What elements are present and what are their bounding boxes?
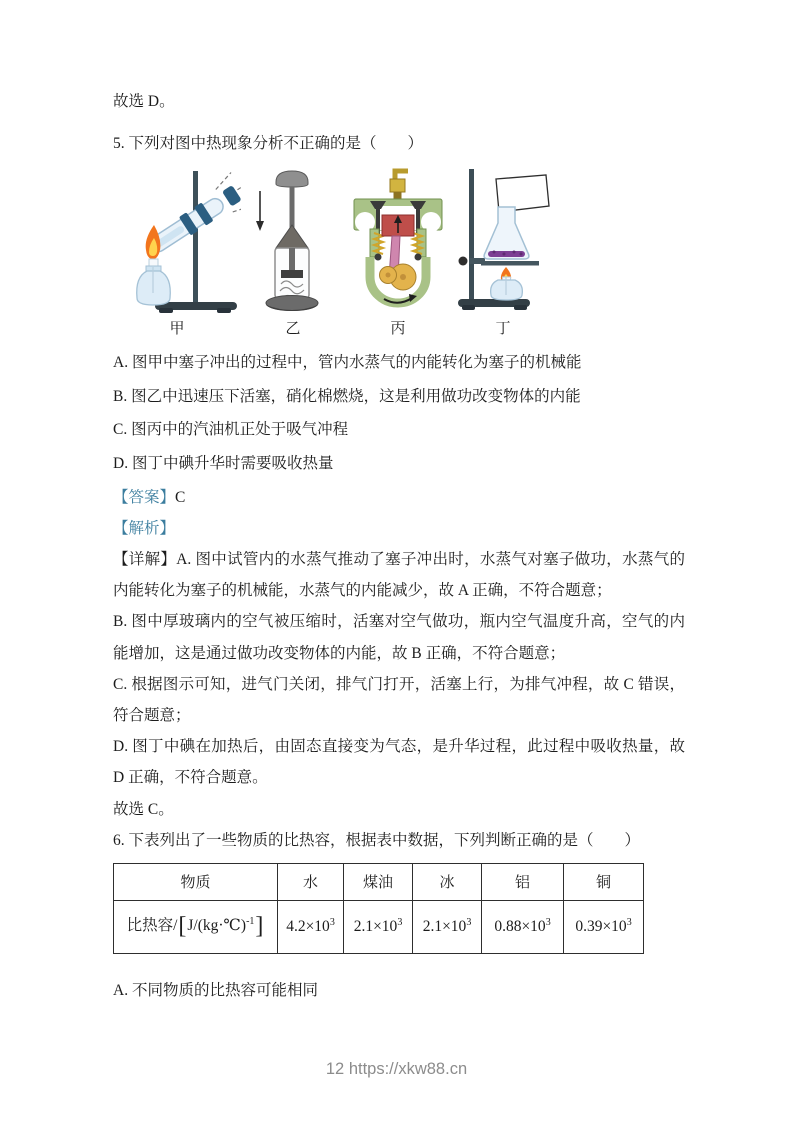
q5-detail-d: D. 图丁中碘在加热后，由固态直接变为气态，是升华过程，此过程中吸收热量，故 D 正确，不符合题意。 (113, 738, 685, 787)
detail-label: 【详解】 (113, 551, 177, 568)
prev-answer-line: 故选 D。 (113, 93, 175, 110)
q5-option-d: D. 图丁中碘升华时需要吸收热量 (113, 454, 334, 472)
fire-syringe-icon (250, 165, 336, 315)
q5-option-a: A. 图甲中塞子冲出的过程中，管内水蒸气的内能转化为塞子的机械能 (113, 354, 582, 371)
q5-options (113, 347, 685, 479)
header-kerosene: 煤油 (344, 863, 413, 900)
q6-option-a: A. 不同物质的比热容可能相同 (113, 981, 318, 999)
q6-question: 6. 下表列出了一些物质的比热容，根据表中数据，下列判断正确的是（ ） (113, 831, 641, 849)
q5-detail-c: C. 根据图示可知，进气门关闭，排气门打开，活塞上行，为排气冲程，故 C 错误，符合题意； (113, 675, 685, 725)
header-copper: 铜 (564, 863, 644, 900)
q5-detail-a (113, 544, 685, 606)
figure-label-bing: 丙 (390, 321, 406, 337)
header-substance: 物质 (114, 863, 278, 900)
value-ice: $2.1\times 10^3$ (413, 900, 482, 953)
q5-answer-line (113, 482, 685, 513)
value-aluminum: $0.88\times 10^3$ (482, 900, 564, 953)
table-value-row (114, 900, 644, 953)
answer-value: C (175, 489, 186, 506)
figure-jia (113, 165, 241, 315)
q5-option-b: B. 图乙中迅速压下活塞，硝化棉燃烧，这是利用做功改变物体的内能 (113, 387, 581, 405)
page-number: 12 (325, 1060, 345, 1078)
figure-bing (345, 165, 451, 315)
header-aluminum: 铝 (482, 863, 564, 900)
q5-conclusion: 故选 C。 (113, 800, 174, 818)
value-copper: $0.39\times 10^3$ (564, 900, 644, 953)
gasoline-engine-icon (348, 165, 448, 315)
figure-yi (241, 165, 345, 315)
page-footer (0, 1060, 793, 1079)
header-ice: 冰 (413, 863, 482, 900)
q5-question: 5. 下列对图中热现象分析不正确的是（ ） (113, 135, 424, 152)
specific-heat-table (113, 863, 644, 954)
q5-analysis-line (113, 513, 685, 544)
q5-figure-row (113, 163, 685, 315)
header-water: 水 (278, 863, 344, 900)
figure-label-jia: 甲 (169, 321, 185, 337)
q5-figure-labels (113, 317, 685, 338)
q5-option-c: C. 图丙中的汽油机正处于吸气冲程 (113, 421, 349, 438)
analysis-label: 【解析】 (113, 520, 176, 537)
figure-label-yi: 乙 (285, 321, 301, 337)
test-tube-heating-icon (113, 165, 241, 315)
row-label-specific-heat: 比热容/[J/(kg·℃)$^{-1}$] (114, 900, 278, 953)
footer-url: https://xkw88.cn (348, 1060, 468, 1078)
q5-detail-b: B. 图中厚玻璃内的空气被压缩时，活塞对空气做功，瓶内空气温度升高，空气的内能增加，这是通过做功改变物体的内能，故 B 正确，不符合题意； (113, 613, 685, 662)
detail-text-a: A. 图中试管内的水蒸气推动了塞子冲出时，水蒸气对塞子做功，水蒸气的内能转化为塞子的机械能，水蒸气的内能减少，故 A 正确，不符合题意； (113, 551, 685, 600)
value-water: $4.2\times 10^3$ (278, 900, 344, 953)
value-kerosene: $2.1\times 10^3$ (344, 900, 413, 953)
figure-ding (451, 165, 555, 315)
answer-label: 【答案】 (113, 489, 176, 506)
iodine-sublimation-icon (454, 165, 552, 315)
figure-label-ding: 丁 (495, 321, 511, 337)
table-header-row (114, 863, 644, 900)
